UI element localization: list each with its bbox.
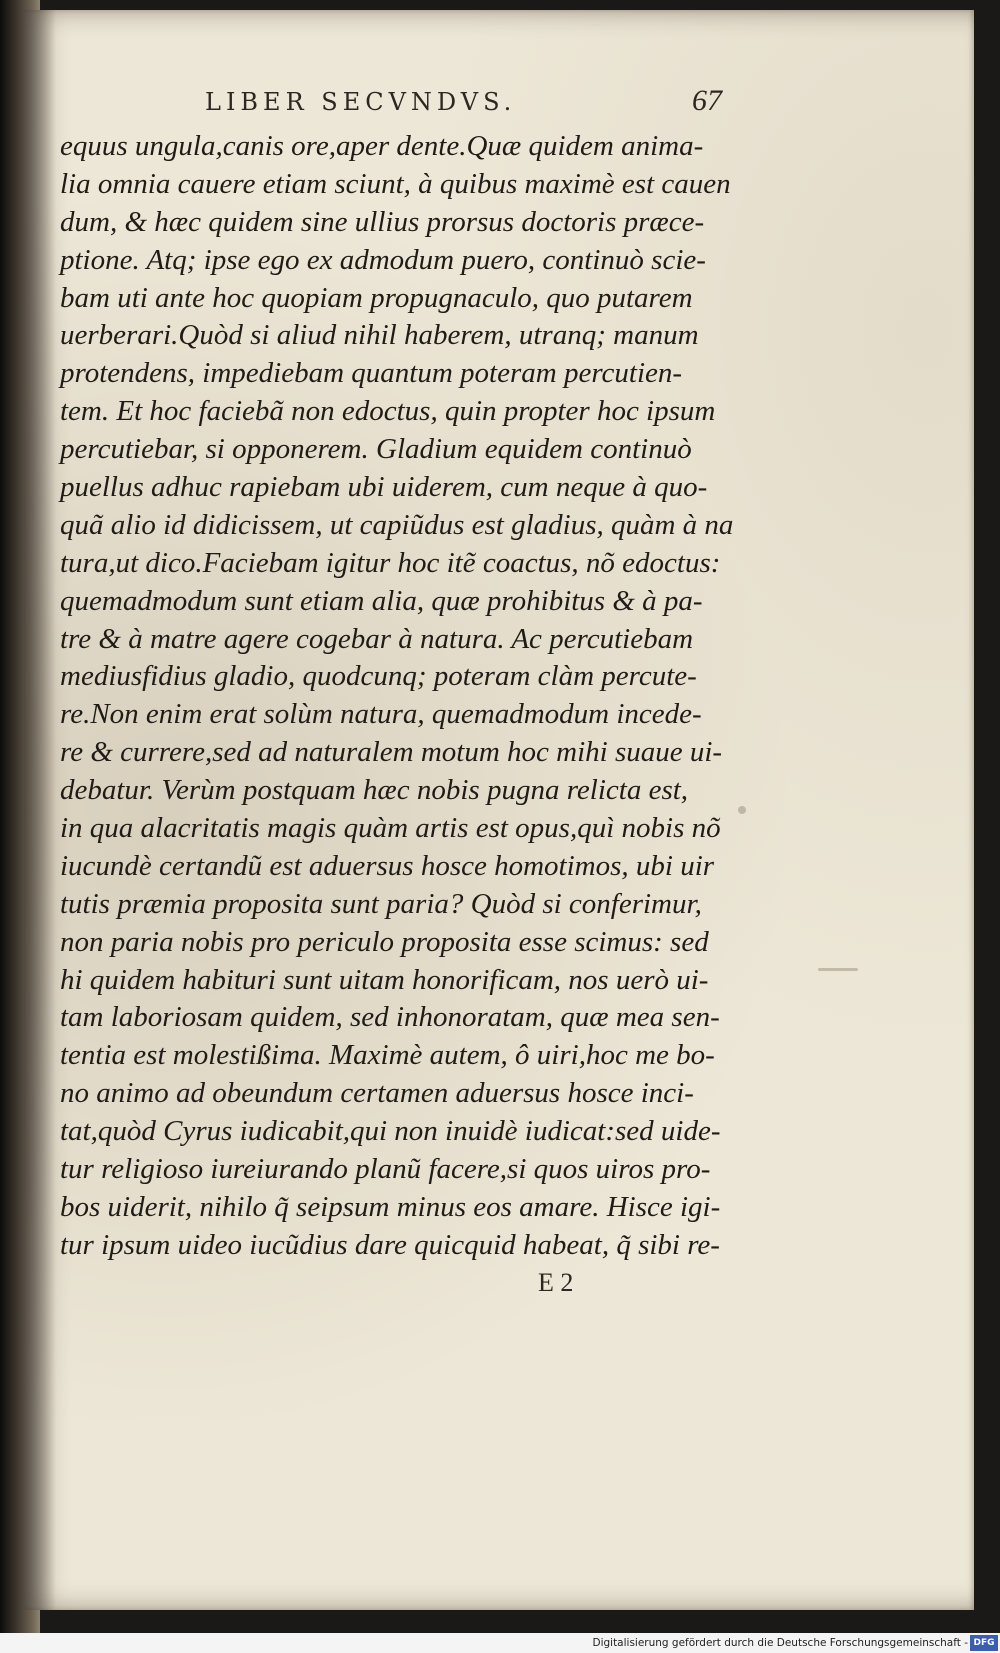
signature-mark: E 2 — [538, 1268, 574, 1297]
text-line: tur ipsum uideo iucũdius dare quicquid habeat, q̃ sibi re- — [60, 1228, 720, 1261]
text-line: tre & à matre agere cogebar à natura. Ac percutiebam — [60, 622, 694, 655]
text-line: no animo ad obeundum certamen aduersus hosce inci- — [60, 1077, 694, 1110]
text-line: tura,ut dico.Faciebam igitur hoc itẽ coactus, nõ edoctus: — [60, 546, 721, 579]
text-line: puellus adhuc rapiebam ubi uiderem, cum neque à quo- — [60, 471, 708, 504]
text-line: tutis præmia proposita sunt paria? Quòd si conferimur, — [60, 887, 702, 920]
text-line: tem. Et hoc faciebã non edoctus, quin propter hoc ipsum — [60, 395, 716, 428]
running-head: LIBER SECVNDVS. — [205, 88, 517, 116]
text-line: bam uti ante hoc quopiam propugnaculo, quo putarem — [60, 281, 693, 314]
gutter-shadow — [24, 10, 56, 1610]
text-line: tam laboriosam quidem, sed inhonoratam, quæ mea sen- — [60, 1001, 720, 1034]
digitization-credit: Digitalisierung gefördert durch die Deutsche Forschungsgemeinschaft - — [592, 1637, 968, 1649]
text-line: protendens, impediebam quantum poteram percutien- — [60, 357, 683, 390]
paper-stain — [818, 968, 858, 971]
text-line: uerberari.Quòd si aliud nihil haberem, utranq; manum — [60, 319, 699, 352]
text-line: iucundè certandũ est aduersus hosce homotimos, ubi uir — [60, 849, 715, 882]
paper-stain — [738, 806, 746, 814]
text-line: bos uiderit, nihilo q̃ seipsum minus eos amare. Hisce igi- — [60, 1190, 721, 1223]
page-number: 67 — [692, 84, 722, 117]
text-line: in qua alacritatis magis quàm artis est opus,quì nobis nõ — [60, 812, 721, 845]
text-line: ptione. Atq; ipse ego ex admodum puero, continuò scie- — [60, 243, 706, 276]
text-line: tentia est molestißima. Maximè autem, ô uiri,hoc me bo- — [60, 1039, 715, 1072]
text-line: hi quidem habituri sunt uitam honorificam, nos uerò ui- — [60, 963, 709, 996]
text-line: lia omnia cauere etiam sciunt, à quibus maximè est cauen — [60, 167, 731, 200]
text-line: quã alio id didicissem, ut capiũdus est gladius, quàm à na — [60, 508, 734, 541]
dfg-logo[interactable]: DFG — [970, 1635, 998, 1651]
text-line: re & currere,sed ad naturalem motum hoc mihi suaue ui- — [60, 736, 723, 769]
text-line: non paria nobis pro periculo proposita esse scimus: sed — [60, 925, 709, 958]
text-line: debatur. Verùm postquam hæc nobis pugna relicta est, — [60, 774, 689, 807]
text-line: tat,quòd Cyrus iudicabit,qui non inuidè iudicat:sed uide- — [60, 1115, 721, 1148]
text-line: tur religioso iureiurando planũ facere,si quos uiros pro- — [60, 1153, 711, 1186]
text-line: quemadmodum sunt etiam alia, quæ prohibitus & à pa- — [60, 584, 703, 617]
text-line: re.Non enim erat solùm natura, quemadmodum incede- — [60, 698, 702, 731]
text-line: dum, & hæc quidem sine ullius prorsus doctoris præce- — [60, 205, 705, 238]
text-line: equus ungula,canis ore,aper dente.Quæ quidem anima- — [60, 130, 704, 162]
body-text — [60, 128, 740, 1265]
text-line: mediusfidius gladio, quodcunq; poteram clàm percute- — [60, 660, 697, 693]
text-line: percutiebar, si opponerem. Gladium equidem continuò — [60, 433, 692, 466]
